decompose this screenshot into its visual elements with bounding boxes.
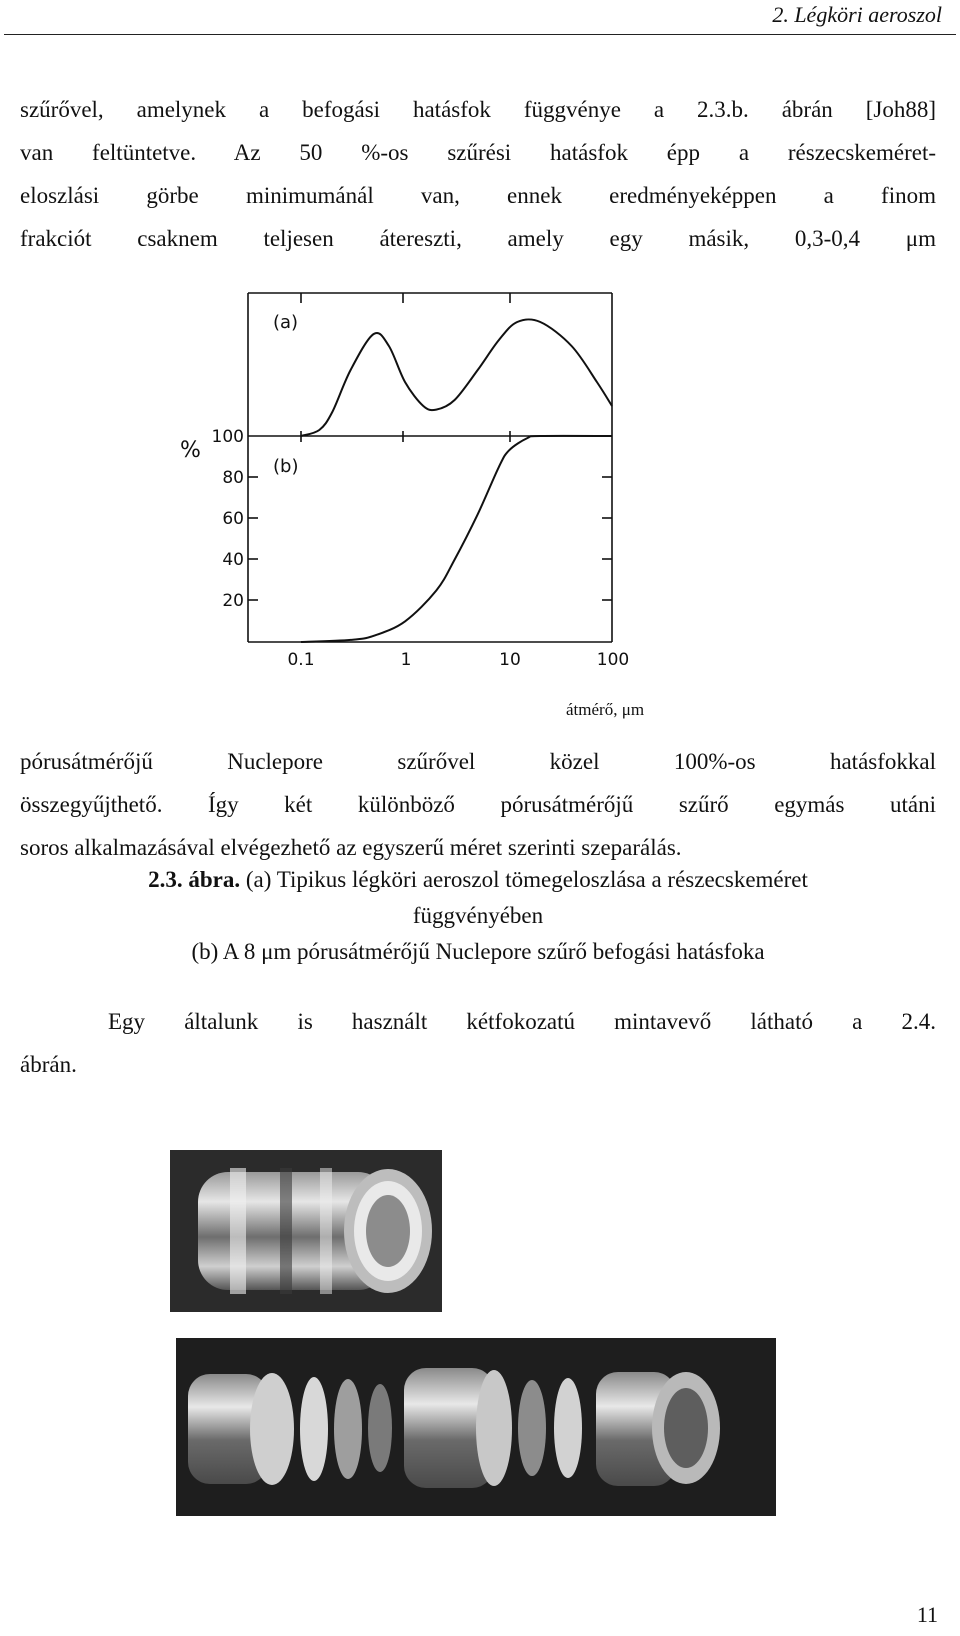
paragraph-2-line: pórusátmérőjű Nuclepore szűrővel közel 100%-os hatásfokkal: [20, 749, 936, 774]
x-tick-label: 10: [499, 650, 521, 670]
y-tick-label: 20: [222, 591, 244, 611]
x-tick-label: 100: [596, 650, 630, 670]
sampler-photo-disassembled: [176, 1338, 776, 1516]
paragraph-1: [20, 88, 936, 260]
running-title: 2. Légköri aeroszol: [772, 2, 942, 27]
figure-caption: [20, 862, 936, 970]
paragraph-1-line: van feltüntetve. Az 50 %-os szűrési hatásfok épp a részecskeméret-: [20, 140, 936, 165]
paragraph-2-line: összegyűjthető. Így két különböző pórusátmérőjű szűrő egymás utáni: [20, 792, 936, 817]
x-axis-label: átmérő, μm: [566, 700, 645, 719]
x-tick-labels: [287, 650, 629, 670]
caption-line-a1: [20, 862, 936, 898]
paragraph-3-line: Egy általunk is használt kétfokozatú mintavevő látható a 2.4.: [108, 1009, 936, 1034]
caption-line-a2: függvényében: [412, 903, 544, 928]
paragraph-1-line: szűrővel, amelynek a befogási hatásfok függvénye a 2.3.b. ábrán [Joh88]: [20, 97, 936, 122]
sampler-photo-assembled: [170, 1150, 442, 1312]
y-tick-label: 60: [222, 509, 244, 529]
curve-a: [301, 319, 612, 436]
paragraph-3-line: ábrán.: [20, 1052, 77, 1077]
caption-text-a1: (a) Tipikus légköri aeroszol tömegeloszlása a részecskeméret: [245, 867, 808, 892]
y-tick-label: 40: [222, 550, 244, 570]
paragraph-1-line: frakciót csaknem teljesen átereszti, amely egy másik, 0,3-0,4 μm: [20, 226, 936, 251]
caption-line-b: (b) A 8 μm pórusátmérőjű Nuclepore szűrő befogási hatásfoka: [191, 939, 765, 964]
x-tick-label: 0.1: [287, 650, 315, 670]
y-tick-label: 100: [211, 427, 244, 447]
figure-2-3: [170, 290, 730, 760]
paragraph-2: [20, 740, 936, 869]
y-unit-label: %: [180, 438, 201, 463]
paragraph-2-line: soros alkalmazásával elvégezhető az egyszerű méret szerinti szeparálás.: [20, 835, 682, 860]
panel-a-label: (a): [273, 312, 299, 333]
page-number: 11: [916, 1602, 938, 1627]
header-rule: [4, 34, 956, 35]
y-tick-labels: [212, 427, 244, 611]
caption-label: 2.3. ábra.: [148, 867, 241, 892]
panel-b-label: (b): [273, 456, 299, 477]
paragraph-3: [20, 1000, 936, 1086]
x-tick-label: 1: [400, 650, 412, 670]
panel-b-frame: [248, 436, 612, 642]
panel-a-frame: [248, 293, 612, 442]
curve-b: [301, 436, 612, 642]
y-tick-label: 80: [222, 468, 244, 488]
paragraph-1-line: eloszlási görbe minimumánál van, ennek eredményeképpen a finom: [20, 183, 936, 208]
